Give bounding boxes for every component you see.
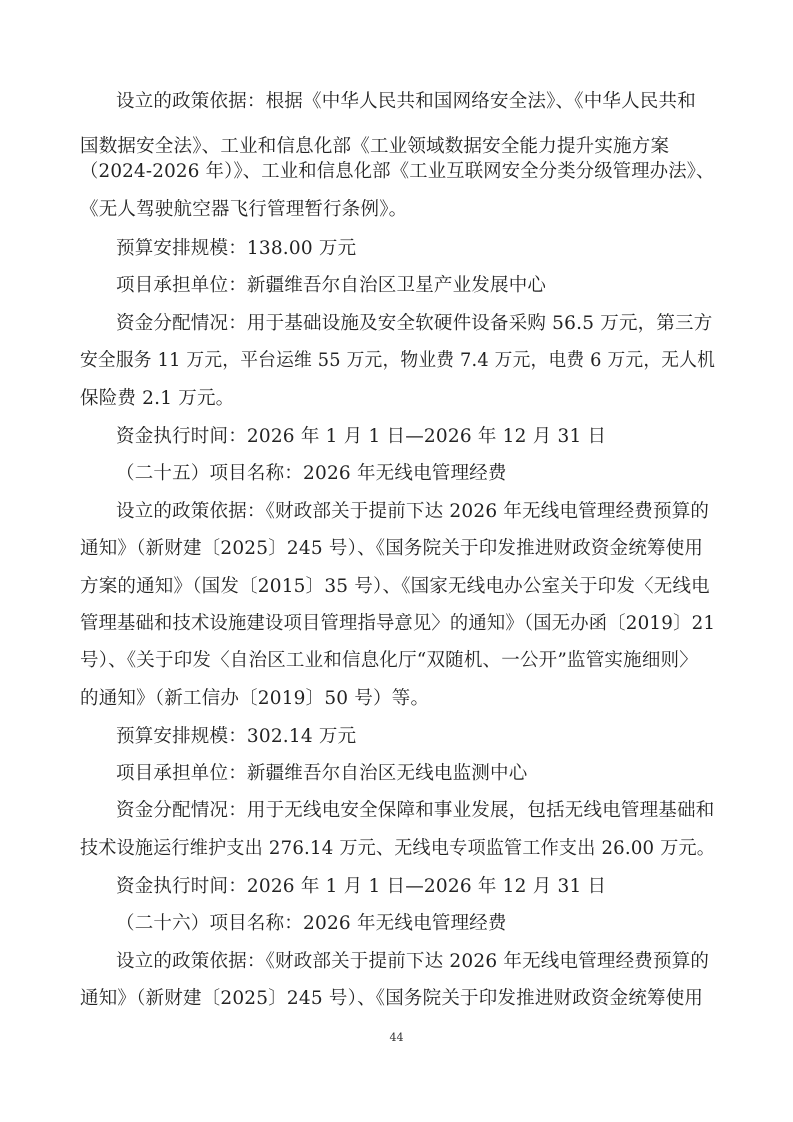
paragraph-line: 《无人驾驶航空器飞行管理暂行条例》。 <box>80 199 408 220</box>
section-heading: （二十六）项目名称：2026 年无线电管理经费 <box>116 913 507 934</box>
paragraph-line: 项目承担单位：新疆维吾尔自治区卫星产业发展中心 <box>116 275 547 296</box>
paragraph-line: 管理基础和技术设施建设项目管理指导意见〉的通知》（国无办函〔2019〕21 <box>80 613 716 634</box>
paragraph-line: 资金执行时间：2026 年 1 月 1 日—2026 年 12 月 31 日 <box>116 426 607 447</box>
page-number: 44 <box>389 1031 404 1044</box>
paragraph-line: 安全服务 11 万元，平台运维 55 万元，物业费 7.4 万元，电费 6 万元，无人机 <box>80 350 716 371</box>
paragraph-line: 设立的政策依据：《财政部关于提前下达 2026 年无线电管理经费预算的 <box>116 951 710 972</box>
paragraph-line: 通知》（新财建〔2025〕245 号）、《国务院关于印发推进财政资金统筹使用 <box>80 988 704 1009</box>
paragraph-line: 方案的通知》（国发〔2015〕35 号）、《国家无线电办公室关于印发〈无线电 <box>80 576 710 597</box>
paragraph-line: 资金分配情况：用于无线电安全保障和事业发展，包括无线电管理基础和 <box>116 800 715 821</box>
paragraph-line: 国数据安全法》、工业和信息化部《工业领域数据安全能力提升实施方案 <box>80 136 670 157</box>
paragraph-line: 资金执行时间：2026 年 1 月 1 日—2026 年 12 月 31 日 <box>116 876 607 897</box>
paragraph-line: 预算安排规模：138.00 万元 <box>116 238 357 259</box>
paragraph-line: 保险费 2.1 万元。 <box>80 388 235 409</box>
paragraph-line: 通知》（新财建〔2025〕245 号）、《国务院关于印发推进财政资金统筹使用 <box>80 538 704 559</box>
paragraph-line: 预算安排规模：302.14 万元 <box>116 726 357 747</box>
paragraph-line: 资金分配情况：用于基础设施及安全软硬件设备采购 56.5 万元，第三方 <box>116 313 713 334</box>
section-heading: （二十五）项目名称：2026 年无线电管理经费 <box>116 463 507 484</box>
paragraph-line: 技术设施运行维护支出 276.14 万元、无线电专项监管工作支出 26.00 万元。 <box>80 838 716 859</box>
paragraph-line: 的通知》（新工信办〔2019〕50 号）等。 <box>80 688 430 709</box>
paragraph-line: 号）、《关于印发〈自治区工业和信息化厅“双随机、一公开”监管实施细则〉 <box>80 650 698 671</box>
paragraph-line: 设立的政策依据：《财政部关于提前下达 2026 年无线电管理经费预算的 <box>116 501 710 522</box>
paragraph-line: 设立的政策依据：根据《中华人民共和国网络安全法》、《中华人民共和 <box>116 91 696 112</box>
paragraph-line: 项目承担单位：新疆维吾尔自治区无线电监测中心 <box>116 763 528 784</box>
paragraph-line: （2024-2026 年）》、工业和信息化部《工业互联网安全分类分级管理办法》、 <box>80 161 715 182</box>
